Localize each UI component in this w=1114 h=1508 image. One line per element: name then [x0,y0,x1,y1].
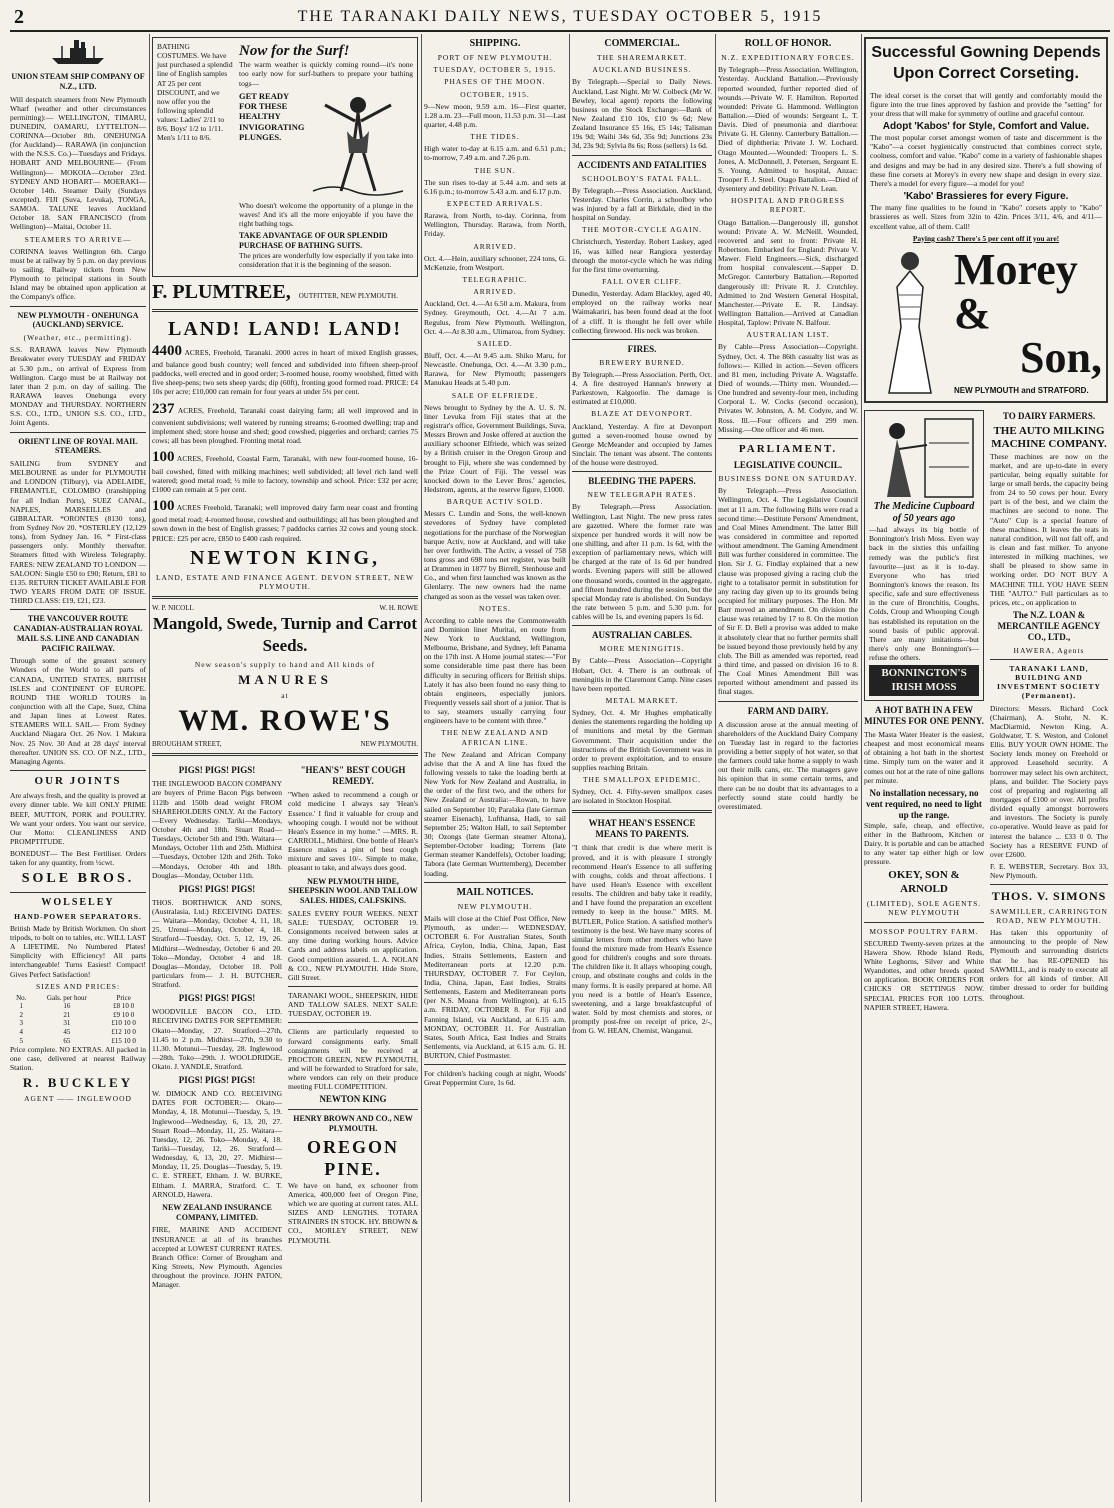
meningitis-text: By Cable—Press Association—Copyright Hobart, Oct. 4. There is an outbreak of meningitis in the Claremont Camp. Nine cases have been reported. [572,656,712,693]
heans-parents-text: "I think that credit is due where merit is proved, and it is with pleasure I strongly recommend Hean's Essence to all suffering with coughs, colds and throat affections. I have used Hean's Essence with excellent results. The children and baby take it readily, and I have found the preparation an excellent remedy to keep in the house." MRS. M. BUTLER, Police Station. A satisfied mother's testimony is the best. We have many scores of similar letters from other mothers who have found the mixture made from Hean's Essence good for children's coughs and sore throats. The children like it. It allays whooping cough, croup, and obstinate coughs and colds in the many forms. It is easily prepared at home. All you need is a bottle of Hean's Essence, sweetening, and a large breakfastcupful of water. Sold by most chemists and stores, or promptly post-free on receipt of price, 2/-, from G. W. HEAN, Chemist, Wanganui. [572,843,712,1036]
land-item-text: ACRES, Freehold, Taranaki coast dairying farm; all well improved and in convenient subdivisions; well watered by running streams; 6-roomed dwelling; trap and implement shed; store house and shed; good cowshed, piggeries and orchard; carries 75 cows; all has been ploughed. Fronting metal road. [152,405,418,446]
rowe-left: W. P. NICOLL [152,604,194,613]
tides-text: High water to-day at 6.15 a.m. and 6.51 p.m.; to-morrow, 7.49 a.m. and 7.26 p.m. [424,144,566,163]
buckley-name: R. BUCKLEY [22,1075,134,1091]
joints-heading: OUR JOINTS [34,774,122,787]
sizes-row [10,1028,146,1037]
henry-brown-heading: HENRY BROWN AND CO., NEW PLYMOUTH. [293,1114,413,1134]
column-news [718,34,858,1502]
notes-heading: NOTES. [478,603,512,613]
okey-name: OKEY, SON & ARNOLD [888,869,960,895]
motorcycle-text: Christchurch, Yesterday. Robert Laskey, aged 16, was killed near Rangiora yesterday through the motor-cycle which he was riding for the first time overturning. [572,237,712,274]
sizes-col: No. [16,993,27,1002]
brewery-text: By Telegraph.—Press Association. Perth, Oct. 4. A fire destroyed Hannan's brewery at Parkestown, Kalgoorlie. The damage is estimated at £10,000. [572,369,712,407]
dairy-farmers-heading: TO DAIRY FARMERS. [1002,410,1096,421]
port-heading: PORT OF NEW PLYMOUTH. [437,53,553,63]
tides-heading: THE TIDES. [470,132,520,142]
morey-name-line2: Son, [1020,332,1102,382]
legislative-sub: BUSINESS DONE ON SATURDAY. [718,474,858,484]
clients-text: Clients are particularly requested to forward consignments early. Small consignments will be received at PROCTOR GREEN, NEW PLYMOUTH, and will be forwarded to Stratford for sale, where vendors can rely on their produce meeting FULL COMPETITION. [288,1027,418,1092]
smallpox-text: Sydney, Oct. 4. Fifty-seven smallpox cases are isolated in Stockton Hospital. [572,787,712,806]
rowe-address-right: NEW PLYMOUTH. [360,739,418,748]
sizes-row [10,1037,146,1046]
peppermint-text: For children's hacking cough at night, Woods' Great Peppermint Cure, 1s 6d. [424,1069,566,1088]
pigs-heading: PIGS! PIGS! PIGS! [178,883,256,894]
column-rule [715,34,716,1502]
devonport-text: Auckland, Yesterday. A fire at Devonport gutted a seven-roomed house owned by George McMeander and occupied by James Sinclair. The tenant was absent. The contents of the house were destroyed. [572,421,712,468]
sizes-cell: 5 [19,1036,23,1045]
rowe-right: W. H. ROWE [379,604,418,613]
australian-list-heading: AUSTRALIAN LIST. [746,330,830,340]
surf-heading: Now for the Surf! [239,43,350,59]
wolseley-heading: WOLSELEY [41,896,115,908]
bather-illustration-icon [303,91,413,201]
nz-insurance-heading: NEW ZEALAND INSURANCE COMPANY, LIMITED. [162,1202,272,1222]
meningitis-heading: MORE MENINGITIS. [599,644,685,654]
bonningtons-ad [864,410,984,701]
okey-sub: (LIMITED), SOLE AGENTS. NEW PLYMOUTH [866,899,982,918]
sizes-cell: £10 10 0 [111,1019,136,1028]
poultry-heading: MOSSOP POULTRY FARM. [869,926,979,936]
commercial-heading: COMMERCIAL. [604,38,680,49]
heans-parents-heading: WHAT HEAN'S ESSENCE MEANS TO PARENTS. [588,818,696,840]
plumtree-sub: OUTFITTER, NEW PLYMOUTH. [298,291,398,300]
sizes-cell: £15 10 0 [111,1036,136,1045]
column-display-ads [152,34,418,1502]
wolseley-text: British Made by British Workmen. On short tripods, to bolt on to tables, etc. WILL LAST A LIFETIME. No Numbered Plates! Simplicity with Efficiency! All parts interchangeable! Turns Easiest! Compact! Gives Perfect Satisfaction! [10,923,146,979]
sun-heading: THE SUN. [474,165,516,175]
poultry-text: SECURED Twenty-seven prizes at the Hawera Show. Rhode Island Reds, White Leghorns, Silver and White Wyandottes, and other breeds quoted on application. BOOK ORDERS FOR CHICKS OR SETTINGS NOW. SPECIAL PRICES FOR 100 LOTS. NAPIER STREET, Hawera. [864,938,984,1012]
sizes-cell: £8 10 0 [113,1002,135,1011]
nz-aus-heading: THE NEW ZEALAND AND AFRICAN LINE. [441,728,549,747]
masthead [10,6,1110,32]
sizes-col: Price [116,993,131,1002]
morey-ad [864,37,1108,403]
morey-name-line1: Morey & [954,244,1078,338]
newspaper-title: THE TARANAKI DAILY NEWS, TUESDAY OCTOBER 5, 1915 [297,8,823,25]
land-item [152,497,418,543]
arrive-heading: STEAMERS TO ARRIVE— [24,234,132,244]
land-item-acres: 100 [152,498,175,514]
sizes-cell: 31 [63,1019,71,1028]
hot-bath-text2: Simple, safe, cheap, and effective, either in the Bathroom, Kitchen or Dairy. It is portable and can be attached to any water tap either high or low pressure. [864,820,984,867]
land-item [152,400,418,446]
hot-bath-text: The Masta Water Heater is the easiest, cheapest and most economical means of obtaining a hot bath in the shortest time. Simply turn on the water and it comes out hot at the rate of nine gallons per minute. [864,730,984,785]
surf-take: TAKE ADVANTAGE OF OUR SPLENDID PURCHASE OF BATHING SUITS. [239,231,388,250]
pigs-heading: PIGS! PIGS! PIGS! [178,765,256,776]
simons-text: Has taken this opportunity of announcing to the people of New Plymouth and surrounding districts that he has RE-OPENED his SAWMILL, and is ready to execute all orders for all kinds of timber. All timber dressed to order for building throughout. [990,928,1108,1002]
land-item [152,448,418,494]
sizes-row [10,1002,146,1011]
motorcycle-heading: THE MOTOR-CYCLE AGAIN. [582,225,702,235]
rowe-manures: MANURES [238,672,332,688]
telegraphic-heading: TELEGRAPHIC. [462,275,528,284]
sizes-cell: £9 10 0 [113,1010,135,1019]
column-rule [861,34,862,1502]
simons-sub: SAWMILLER, CARRINGTON ROAD, NEW PLYMOUTH. [990,906,1108,926]
arrived-heading: ARRIVED. [473,241,517,251]
hospital-text: Otago Battalion.—Dangerously ill, gunshot wound: Private A. W. McNeill. Wounded, recovered and sent to front: Private H. Robertson. Embarked for England: Private V. Mawer. Field Engineers.—Sick, discharged from hospital convalescent.—Sapper D. McGregor. Canterbury Battalion.—Reported dangerously ill: Private R. J. Crutchley. Admitted to 2nd Western General Hospital, Manchester.—Private E. R. Lindsay. Wellington Battalion.—Arrived at Canadian Hospital, Taplow: Private N. Balfour. [718,217,858,328]
pigs-text: W. DIMOCK AND CO. RECEIVING DATES FOR OCTOBER:— Okato—Monday, 4, 18. Motunui—Tuesday, 5, 19. Inglewood—Wednesday, 6, 13, 20, 27. Stuart Road—Monday, 11, 25. Waitara—Tuesday, 12, 26. Toko—Monday, 4, 18. Tariki—Tuesday, 12, 26. Stratford—Wednesday, 6, 13, 20, 27. Midhirst—Monday, 11, 25. Douglas—Tuesday, 5, 19. C. E. STREET, Eltham. J. W. BURKE, Eltham. J. MARRA, Stratford. C. T. ARNOLD, Hawera. [152,1089,282,1199]
orient-heading: ORIENT LINE OF ROYAL MAIL STEAMERS. [18,436,138,456]
buckley-place: AGENT —— INGLEWOOD [24,1094,132,1104]
brewery-heading: BREWERY BURNED. [599,357,685,367]
column-rule [421,34,422,1502]
newton-name: NEWTON KING, [189,546,381,569]
auto-text: These machines are now on the market, and are up-to-date in every particular, being equally suitable for large or small herds, the capacity being from 24 to 50 cows per hour. Every part is of the best, and we claim the machines are second to none. The "Auto" Cup is a special feature of these machines. It leaves the teats in natural condition, will not fall off, and is clean and fast milker. To anyone interested in milking machines, we shall be pleased to show same in working order. DO NOT BUY A MACHINE TILL YOU HAVE SEEN THE "AUTO." Full particulars as to prices, etc., on application to [990,451,1108,607]
sizes-cell: 3 [19,1019,23,1028]
land-item-text: ACRES Freehold, Taranaki; well improved dairy farm near coast and fronting good metal road; 4-roomed house, cowshed and outbuildings; all has been ploughed and sown down in the best of English grasses; 7 paddocks carries 32 cows and young stock. PRICE: £25 per acre, £850 to £400 cash required. [152,503,418,543]
heans-heading: "HEAN'S" BEST COUGH REMEDY. [300,765,406,787]
sizes-row [10,1019,146,1028]
legislative-text: By Telegraph.—Press Association. Wellington, Oct. 4. The Legislative Council met at 11 a.m. The following Bills were read a second time:—Destitute Persons' Amendment, and Coal Mines Amendment. The latter Bill was considered in committee and reported without amendment. The Gaming Amendment Bill was further considered in committee. The Hon. Sir J. G. Findlay explained that a new clause was proposed giving a racing club the right to a totalisator permit in substitution for any racing day given up to its grounds being occupied for military purposes. The Hon. Mr Barr moved an amendment. On division the clause was retained by 17 to 8. On the motion of Sir F. D. Bell a proviso was added to make it absolutely clear that no further permits shall be issued beyond those previously held by any club. The Bill as amended was reported, read a third time, and passed on division 16 to 8. The Coal Mines Amendment Bill was reported without amendment and passed its final stages. [718,486,858,697]
arrive-text: CORINNA leaves Wellington 6th. Cargo must be at railway by 5 p.m. on day previous to sailing. Railway tickets from New Plymouth to principal stations in South Island may be obtained upon application at the Company's office. [10,246,146,302]
fires-heading: FIRES. [627,343,657,354]
sizes-note: Price complete. NO EXTRAS. All packed in one case, delivered at nearest Railway Station. [10,1045,146,1073]
sizes-cell: 65 [63,1036,71,1045]
plumtree-name: F. PLUMTREE, [152,280,291,303]
australian-cables-heading: AUSTRALIAN CABLES. [591,630,693,641]
oregon-heading: OREGON PINE. [306,1136,399,1179]
page-number: 2 [14,6,24,28]
brassieres-text: The many fine qualities to be found in "Kabo" corsets apply to "Kabo" brassieres as well. Sizes from 32in to 42in. Prices 3/11, 4/6, and 4/11—excellent value, all of them. Call! [870,203,1102,231]
land-item-acres: 100 [152,449,175,466]
sizes-col: Gals. per hour [46,993,87,1002]
corset-heading: Successful Gowning Depends Upon Correct Corseting. [871,44,1101,82]
elfriede-text: News brought to Sydney by the A. U. S. N. liner Levuka from Fiji states that at the registrar's office, Government Buildings, Suva, Messrs Brown and Joske offered at auction the auxiliary schooner Elfriede, which was seized by a British cruiser in the Oregon Group and brought to Fiji, where she was condemned by the Prize Court of Fiji. The vessel was knocked down to the Lever Bros.' agencies, Hedstrom, agents, at the reserve figure, £1000. [424,402,566,494]
usc-heading: UNION STEAM SHIP COMPANY OF N.Z., LTD. [11,72,145,91]
sizes-cell: 21 [63,1010,71,1019]
nz-insurance-text: FIRE, MARINE AND ACCIDENT INSURANCE at all of its branches accepted at LOWEST CURRENT RATES. Branch Office: Corner of Brougham and King Streets, New Plymouth. Agencies throughout the province. JOHN PATON, Manager. [152,1225,282,1290]
brassieres-heading: 'Kabo' Brassieres for every Figure. [903,191,1069,203]
sizes-cell: 45 [63,1027,71,1036]
sizes-table [10,994,146,1045]
bonningtons-text: —had always its big bottle of Bonnington's Irish Moss. Even way back in the sixties this unfailing remedy was the public's first favourite—just as it is to-day. Everyone who has tried Bonnington's knows the reason. Its specific, safe and sure effectiveness in the cure of Bronchitis, Coughs, Colds, Croup and Whooping Cough has established its reputation on the sound basis of public approval. There are many imitations—but there's only one Bonnington's—refuse the others. [869,525,979,663]
australian-list-text: By Cable—Press Association—Copyright. Sydney, Oct. 4. The 86th casualty list was as follows:— Killed in action.—Seven officers and 81 men, including Private A. Wagstaffe. Died of wounds.—Thirty men. Wounded.—One hundred and seventy-four men, including Corporal L. W. Cocks (second occasion), Privates W. Johnston, A. M. Codyre, and W. Ross. Ill.—Four officers and 299 men. Missing.—One officer and 46 men. [718,342,858,434]
corset-text: The ideal corset is the corset that will gently and comfortably mould the figure into the true lines approved by fashion and provide the "setting" for your dress that will make for symmetry of outline and graceful contour. [870,90,1102,118]
heans-text: "When asked to recommend a cough or cold medicine I always say 'Hean's Essence.' I find it valuable for croup and whooping cough. I would not be without Hean's Essence in my home." —MRS. R. CARROLL, Midhirst. One bottle of Hean's Essence makes a pint of best cough mixture and saves 10/-. Simple to make, pleasant to take, and always does good. [288,790,418,873]
land-item-text: ACRES, Freehold, Coastal Farm, Taranaki, with new four-roomed house, 16-bail cowshed, fitted with milking machines; well subdivided; all level rich land well watered; good metal road; ½ mile to factory, township and school. Price: £32 per acre; £1000 can remain at 5 per cent. [152,454,418,494]
cliff-text: Dunedin, Yesterday. Adam Blackley, aged 40, employed on the railway works near Waimakariri, has been found dead at the foot of a cliff. It is thought he fell over while collecting firewood. His neck was broken. [572,289,712,335]
metal-heading: METAL MARKET. [605,695,679,705]
accidents-heading: ACCIDENTS AND FATALITIES [577,159,707,170]
mail-sub: NEW PLYMOUTH. [457,901,533,911]
land-item-acres: 4400 [152,342,182,359]
steamship-icon [10,34,146,68]
roll-heading: ROLL OF HONOR. [744,38,832,49]
column-shipping-news [424,34,566,1502]
surf-text: The warm weather is quickly coming round—it's none too early now for surf-bathers to prepare your bathing togs— [239,60,413,88]
port-date: TUESDAY, OCTOBER 5, 1915. [433,65,557,75]
canadian-heading: THE VANCOUVER ROUTE CANADIAN-AUSTRALIAN ROYAL MAIL S.S. LINE AND CANADIAN PACIFIC RAILWAY. [13,614,143,653]
sole-text: BONEDUST— The Best Fertiliser. Orders taken for any quantity, from ½cwt. [10,849,146,868]
rowe-address-left: BROUGHAM STREET, [152,739,222,748]
pigs-text: WOODVILLE BACON CO., LTD. RECEIVING DATES FOR SEPTEMBER: Okato—Monday, 27. Stratford—27th, 11.45 to 2 p.m. Midhirst—27th, 9.30 to 11.30. Motunui—Tuesday, 28. Inglewood—28th. Toko—29th. J. WOOLDRIDGE, Okato. J. YANDLE, Stratford. [152,1007,282,1072]
canadian-text: Through some of the greatest scenery Wonders of the World to all parts of CANADA, UNITED STATES, BRITISH ISLES and CONTINENT OF EUROPE. ROUND THE WORLD TOURS in conjunction with all the Cape, Suez, China and Japan lines at Lowest Rates. STEAMERS WILL SAIL— From Sydney Auckland Niagara Oct. 26 Nov. 1 Makura Nov. 25 Nov. 30 And at 28 days' interval thereafter. UNION SS. CO. OF N.Z., LTD., Managing Agents. [10,656,146,766]
schoolboy-heading: SCHOOLBOY'S FATAL FALL. [581,173,703,183]
simons-heading: THOS. V. SIMONS [991,889,1107,904]
auto-heading: THE AUTO MILKING MACHINE COMPANY. [991,424,1107,451]
smallpox-heading: THE SMALLPOX EPIDEMIC. [582,775,702,785]
barque-text: Messrs C. Lundin and Sons, the well-known stevedores of Sydney have completed negotiations for the purchase of the Norwegian barque Activ, now at Auckland, and will take her over forthwith. The Activ, a vessel of 758 tons gross and 698 tons net register, was built at Drammen in 1877 by Birrell, Stenhouse and Co., and when first launched was known as the Glenlarry. The new owners had the name changed as soon as the vessel was taken over. [424,509,566,601]
mail-heading: MAIL NOTICES. [456,886,534,898]
onehunga-heading: NEW PLYMOUTH - ONEHUNGA (AUCKLAND) SERVICE. [17,310,139,330]
joints-text: Are always fresh, and the quality is proved at every dinner table. We kill ONLY PRIME BEEF, MUTTON, PORK and POULTRY. We want your orders. You want our service. Our Motto: CLEANLINESS AND PROMPTITUDE. [10,791,146,847]
column-shipping-ads [10,34,146,1502]
sole-name: SOLE BROS. [21,871,135,887]
woman-at-cupboard-illustration-icon [869,415,979,501]
column-rule [569,34,570,1502]
hot-bath-cta: No installation necessary, no vent required, no need to light up the range. [866,787,982,820]
pigs-heading: PIGS! PIGS! PIGS! [178,993,256,1004]
sharemarket-heading: THE SHAREMARKET. [596,53,688,63]
rowe-name: WM. ROWE'S [178,704,392,738]
mail-text: Mails will close at the Chief Post Office, New Plymouth, as under:— WEDNESDAY, OCTOBER 6. For Australian States, South Africa, Ceylon, India, China, Japan, East Indies, Straits Settlements, Eastern and Mediterranean ports at 12.20 p.m. THURSDAY, OCTOBER 7. For Ceylon, India, China, Japan, East Indies, Straits Settlements, Eastern and Mediterranean ports (per N.S. Moana from Wellington), at 6.15 a.m. FRIDAY, OCTOBER 8. For Fiji and Fanning Island, via Auckland, at 6.15 a.m. MONDAY, OCTOBER 11. For Australian States, South Africa, East Indies and Straits Settlements, via Auckland, at 6.15 a.m. G. H. BURTON, Chief Postmaster. [424,914,566,1061]
onehunga-text: S.S. RARAWA leaves New Plymouth Breakwater every TUESDAY and FRIDAY at 5.30 p.m., on arrival of Express from Wellington. Cargo must be at Railway not later than 2 p.m. on day of sailing. The RARAWA leaves Onehunga every MONDAY and THURSDAY. NORTHERN S.S. CO., LTD., UNION S.S. CO., LTD., Joint Agents. [10,345,146,428]
taranaki-wool-text: TARANAKI WOOL, SHEEPSKIN, HIDE AND TALLOW SALES. NEXT SALE: TUESDAY, OCTOBER 19. [288,990,418,1019]
loan-place: HAWERA, Agents [1013,645,1085,655]
pigs-heading: PIGS! PIGS! PIGS! [178,1075,256,1086]
pigs-text: THOS. BORTHWICK AND SONS, (Australasia, Ltd.) RECEIVING DATES:— Waitara—Monday, October 4, 11, 18, 25. Urenui—Monday, October 4, 18. Stratford—Tuesday, Oct. 5, 12, 19, 26. Midhirst—Wednesday, October 6 and 20. Toko—Monday, October 4 and 18. Douglas—Monday, October 18. Poll particulars from— J. H. BUTCHER, Stratford. [152,897,282,990]
nz-aus-text: The New Zealand and African Company advise that the A and A line has fixed the following vessels to take the loading berth at New York for New Zealand and Australia, in the order of the first two, and the others for New Zealand or Australia:—Rowan, to have sailed on September 10; Paralaka (late German steamer Eisenach), Lufthansa, Hadi, to sail September 25; Walton Hall, to sail September 30; Ozongs (late German steamer Altona), September-October loading; Torrens (late German steamer Kandelfels), October loading; Tabora (late German Wurttemberg), December loading. [424,749,566,878]
auckland-business-heading: AUCKLAND BUSINESS. [592,65,692,75]
pigs-text: THE INGLEWOOD BACON COMPANY are buyers of Prime Bacon Pigs between 112lb and 150lb dead weight FROM SHAREHOLDERS ONLY. At the Factory—Every Wednesday. Tariki—Mondays, October 4th and 18th. Stuart Road—Tuesdays, October 5th and 19th. Waitara—Mondays, October 11th and 25th. Midhirst—Tuesdays, October 12th and 26th. Toko—Mondays, October 4th and 18th. Douglas—Monday, October 11th. [152,779,282,880]
barque-heading: BARQUE ACTIV SOLD. [446,497,544,507]
newton-sub: LAND, ESTATE AND FINANCE AGENT. DEVON STREET, NEW PLYMOUTH. [155,573,415,592]
notes-text: According to cable news the Commonwealth and Dominion liner Muritai, en route from New York to Auckland, Wellington, Melbourne, Brisbane, and Sydney, left Panama on the 17th inst. A Home journal states:—"For some considerable time past there has been difficulty in securing officers for British ships. Lately it has also been found no easy thing to obtain engineers, especially juniors. Frequently vessels sail short of a junior. That is to say, steamers usually carrying four engineers have to be content with three." [424,615,566,726]
sailed-heading: SAILED. [477,338,513,348]
telegraphic-text: Auckland, Oct. 4.—At 6.50 a.m. Makura, from Sydney. Greymouth, Oct. 4.—At 7 a.m. Regulus, from New Plymouth. Wellington, Oct. 4.—At 8.30 a.m., Ulimaroa, from Sydney. [424,299,566,336]
schoolboy-text: By Telegraph.—Press Association. Auckland, Yesterday. Charles Corrin, a schoolboy who was injured by a fall at Birkdale, died in the hospital on Sunday. [572,185,712,223]
morey-place: NEW PLYMOUTH and STRATFORD. [954,385,1089,395]
expected-heading: EXPECTED ARRIVALS. [446,199,544,209]
column-commercial [572,34,712,1502]
plumtree-ad [152,37,418,277]
sun-text: The sun rises to-day at 5.44 a.m. and sets at 6.16 p.m.; to-morrow 5.43 a.m. and 6.17 p.m. [424,177,566,196]
bleeding-heading: BLEEDING THE PAPERS. [588,476,696,487]
expected-text: Rarawa, from North, to-day. Corinna, from Wellington, Thursday. Rarawa, from North, Friday. [424,211,566,239]
moon-heading: PHASES OF THE MOON. [444,77,546,87]
rowe-text: New season's supply to hand and All kinds of [194,660,376,670]
cliff-heading: FALL OVER CLIFF. [602,276,682,286]
bleeding-text: By Telegraph.—Press Association. Wellington, Last Night. The new press rates are gazetted. Where the former rate was sixpence per hundred words it will now be one shilling, and after 11 p.m. 1s 6d, with the exception of parliamentary news, which will be charged at the rate of 1s 6d per hundred words. Evening papers will still be allowed one thousand words, counted in the aggregate, and fifteen hundred during the session, but the special Monday rate is abolished. On Sundays the rate between 5 p.m. and 5.30 p.m. for cables will be 1s, and evening papers 1s 6d. [572,502,712,622]
sailed-text: Bluff, Oct. 4.—At 9.45 a.m. Shiko Maru, for Newcastle. Onehunga, Oct. 4.—At 3.30 p.m., Rarawa, for New Plymouth; passengers Manukau Heads at 5.40 p.m. [424,350,566,388]
building-society-text: Directors: Messrs. Richard Cock (Chairman), A. Stohr, N. K. MacDiarmid, Newton King, A. Goldwater, T. S. Weston, and Colonel Ellis. BUY YOUR OWN HOME. The Society lends money on Freehold or approved Leasehold security. A borrower may select his own architect, plans, and builder. The Society pays cost of preparing and registering all mortgages of £100 or over. All profits divided equally amongst borrowers and investors. The Society is purely co-operative. Would leave as paid for interest the balance ... £33 0 0. The Society has a RESERVE FUND of over £2600. [990,703,1108,859]
sizes-cell: £12 10 0 [111,1027,136,1036]
hides-text: SALES EVERY FOUR WEEKS. NEXT SALE: TUESDAY, OCTOBER 19. Consignments received between sales at any time during working hours. Advice Cards and address labels on application. Good competition assured. L. A. NOLAN & CO., NEW PLYMOUTH. Hide Store, Gill Street. [288,908,418,982]
sizes-row [10,1011,146,1020]
land-heading: LAND! LAND! LAND! [168,318,402,341]
devonport-heading: BLAZE AT DEVONPORT. [591,409,693,419]
loan-heading: The N.Z. LOAN & MERCANTILE AGENCY CO., LTD., [997,609,1101,642]
corseted-woman-illustration-icon [870,247,950,397]
farm-text: A discussion arose at the annual meeting of shareholders of the Auckland Dairy Company on Tuesday last in regard to the factories providing a better supply of hot water, so that the farmers could take home a supply to wash out their milk cans, etc. The managers gave his opinion that in some certain terms, and there can be no doubt that its advantages to a perfectly sound state could hardly be overestimated. [718,719,858,811]
land-item [152,342,418,397]
legislative-heading: LEGISLATIVE COUNCIL. [733,460,843,471]
building-society-signature: F. E. WEBSTER, Secretary. Box 33, New Plymouth. [990,861,1108,881]
farm-heading: FARM AND DAIRY. [747,705,829,716]
bleeding-sub: NEW TELEGRAPH RATES. [587,490,697,500]
surf-text2: Who doesn't welcome the opportunity of a plunge in the waves! And it's all the more enjoyable if you have the right bathing togs. [239,200,413,228]
hot-bath-heading: A HOT BATH IN A FEW MINUTES FOR ONE PENNY. [864,705,984,727]
metal-text: Sydney, Oct. 4. Mr Hughes emphatically denies the statements regarding the holding up of munitions and metal by the German Government. Their acquisition under the instructions of the British Government was in order to prevent exploitation, and to ensure supplies reaching Britain. [572,708,712,772]
surf-cta: GET READY FOR THESE HEALTHY INVIGORATING PLUNGES. [239,90,305,143]
sizes-cell: 4 [19,1027,23,1036]
sizes-cell: 16 [63,1002,71,1011]
arrived-text: Oct. 4.—Hein, auxiliary schooner, 224 tons, G. McKenzie, from Westport. [424,253,566,272]
roll-text: By Telegraph—Press Association. Wellington, Yesterday. Auckland Battalion.—Previously reported wounded, further reported died of wounds.—Private W. F. Hamilton. Reported wounded: Private G. Hammond. Wellington Battalion.—Died of wounds: Sergeant L. T. Davis. Died of pneumonia and diarrhoea: Private G. H. Glenny. Canterbury Battalion.—Died of diphtheria: Private J. W. Lochard. Otago Mounted.—Wounded: Troopers L. S. Jones, A. McDonnell, J. Petersen, Sergeant E. S. Young. Admitted to hospital, Anzac: Trooper F. J. Steel. Otago Battalion.—Died of dysentery and debility: Private N. Lean. [718,65,858,194]
roll-sub: N.Z. EXPEDITIONARY FORCES. [721,53,855,63]
sizes-cell: 1 [19,1002,23,1011]
kabos-text: The most popular corset amongst women of taste and discernment is the "Kabo"—a corset hygienically constructed that combines correct style, coolness, comfort and value. "Kabo" come in a variety of fashionable shapes and designs and may be had in any desired size. There's a full showing of these fine corsets at Morey's in every new shape and design in every size. There's a model for every figure—a model for you! [870,133,1102,188]
brassieres-note: Paying cash? There's 5 per cent off if you are! [912,233,1060,243]
usc-text: Will despatch steamers from New Plymouth Wharf (weather and other circumstances permitting):— WELLINGTON, TIMARU, DUNEDIN, OAMARU, LYTTELTON— CORINNA—October 8th. ONEHUNGA (for Auckland)— RARAWA (in conjunction with the N.S.S. Co.)—Tuesdays and Fridays. HOBART AND MELBOURNE— (From Wellington)— MOKOIA—October 23rd. SYDNEY AND HOBART— MOERAKI—October 14th. Steamer Daily (Sundays excepted). FIJI (Suva, Levuka), TONGA, SAMOA. TALUNE leaves Auckland October 18. SAN FRANCISCO (from Wellington)—Maitai, October 11. [10,94,146,232]
column-right-ads [864,34,1108,1502]
land-item-text: ACRES, Freehold, Taranaki. 2000 acres in heart of mixed English grasses, and balance good bush country; well fenced and subdivided into fifteen sheep-proof paddocks, well erected and in good order; 3-roomed house, roomy woolshed, fitted with five sheep-pens; two sets sheep yards; dip (60ft), fronting good formed road. PRICE: £4 10s per acre; £10,000 can remain for four years at under 5¼ per cent. [152,347,418,397]
hospital-heading: HOSPITAL AND PROGRESS REPORT. [731,196,845,215]
parliament-heading: PARLIAMENT. [738,442,838,455]
column-rule [149,34,150,1502]
clients-signature: NEWTON KING [319,1094,387,1105]
rowe-heading: Mangold, Swede, Turnip and Carrot Seeds. [152,613,418,656]
wolseley-sub: HAND-POWER SEPARATORS. [14,911,142,921]
moon-text: 9—New moon, 9.59 a.m. 16—First quarter, 1.28 a.m. 23—Full moon, 11.53 p.m. 31—Last quarter, 4.48 p.m. [424,101,566,130]
land-item-acres: 237 [152,400,175,417]
surf-text3: The prices are wonderfully low especially if you take into consideration that it is the beginning of the season. [239,250,413,269]
auckland-business-text: By Telegraph.—Special to Daily News. Auckland, Last Night. Mr W. Colbeck (Mr W. Bewley, local agent) reports the following business on the Stock Exchange:—Bank of New Zealand £10 10s, £10 9s 6d; New Zealand Insurance £5 16s, £5 14s; Talisman 19s 9d; Waihi 34s 6d, 35s 9d; Junctions 23s 3d, 23s 9d; Sylvia 8s 6s; Ross (sellers) 1s 6d. [572,77,712,151]
sizes-header-row [10,994,146,1003]
bathing-side: BATHING COSTUMES. We have just purchased a splendid line of English samples AT 25 per cent DISCOUNT, and we now offer you the following splendid values: Ladies' 2/11 to 8/6. Boys' 1/2 to 1/11. Men's 1/11 to 8/6. [157,42,233,143]
land-list [152,342,418,543]
hides-heading: NEW PLYMOUTH HIDE, SHEEPSKIN WOOL AND TALLOW SALES. HIDES, CALFSKINS. [288,876,418,906]
telegraphic-arrived: ARRIVED. [473,287,517,297]
orient-text: SAILING from SYDNEY and MELBOURNE as under for PLYMOUTH and LONDON (Tilbury), via ADELAIDE, FREMANTLE, COLOMBO (transhipping for all Indian Ports), SUEZ CANAL, NAPLES, MARSEILLES and GIBRALTAR. *ORONTES (8130 tons), from Sydney Nov 20. *OSTERLEY (12,129 tons), from Sydney Jan. 16. * First-class passengers only. Monthly thereafter. Steamers fitted with Wireless Telegraphy. FARES: NEW ZEALAND TO LONDON —SALOON: Single £50 to £90; Return, £81 to £135. RETURN TICKET AVAILABLE FOR TWO YEARS FROM DATE OF ISSUE. THIRD CLASS: £19, £21, £23. [10,459,146,606]
sizes-cell: 2 [19,1010,23,1019]
moon-month: OCTOBER, 1915. [460,89,530,99]
oregon-text: We have on hand, ex schooner from America, 400,000 feet of Oregon Pine, which we are quoting at current rates. ALL SIZES AND LENGTHS. TOTARA STRAINERS IN STOCK. HY. BROWN & CO., MORLEY STREET, NEW PLYMOUTH. [288,1180,418,1245]
rowe-at: at [281,691,289,701]
building-society-heading: TARANAKI LAND, BUILDING AND INVESTMENT SOCIETY (Permanent). [997,664,1101,701]
onehunga-sub: (Weather, etc., permitting). [23,333,133,343]
kabos-heading: Adopt 'Kabos' for Style, Comfort and Value. [882,121,1090,133]
elfriede-heading: SALE OF ELFRIEDE. [451,390,539,400]
bonningtons-heading: The Medicine Cupboard of 50 years ago [873,500,975,524]
shipping-heading: SHIPPING. [469,38,521,49]
bonningtons-brand: BONNINGTON'S IRISH MOSS [869,665,979,696]
sizes-heading: SIZES AND PRICES: [35,981,121,991]
